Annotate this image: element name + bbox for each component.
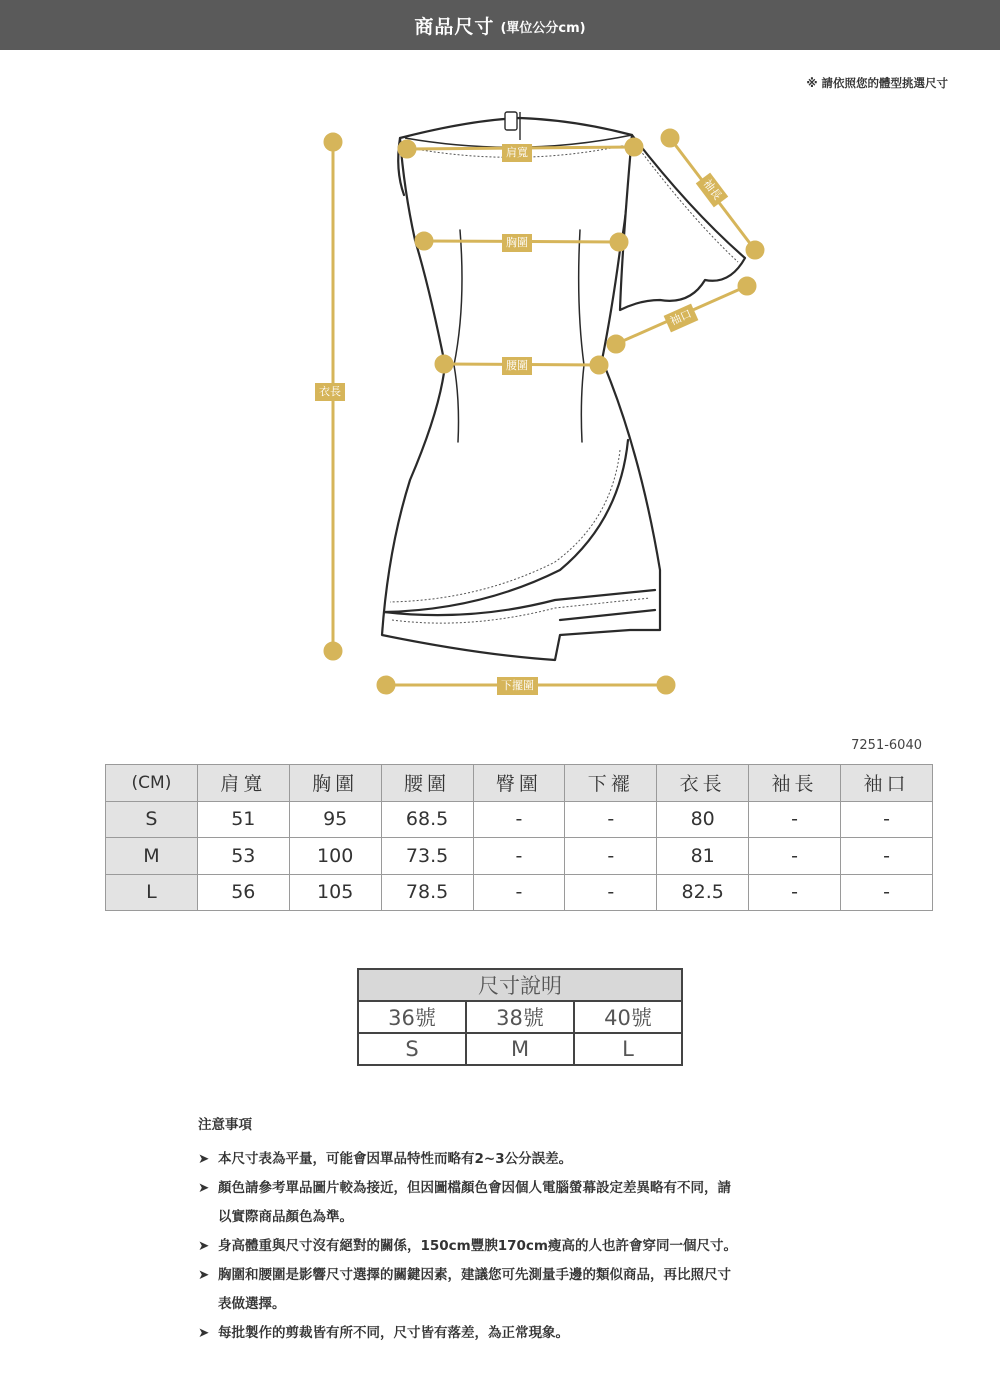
garment-diagram [0,90,1000,710]
spec-title: 尺寸說明 [358,969,682,1001]
sleeve-length-label: 袖長 [696,173,728,208]
note-line: 胸圍和腰圍是影響尺寸選擇的關鍵因素，建議您可先測量手邊的類似商品，再比照尺寸 [218,1267,731,1283]
table-cell: 81 [657,838,749,875]
table-cell: 68.5 [381,801,473,838]
table-row [106,838,933,875]
table-cell: L [574,1033,682,1065]
list-item [198,1145,838,1174]
table-cell: S [358,1033,466,1065]
arrow-icon: ➤ [198,1267,210,1283]
notes-section [198,1113,838,1348]
header-cell: (CM) [106,765,198,802]
hem-label: 下擺圍 [497,677,538,695]
table-cell: - [841,801,933,838]
note-line: 每批製作的剪裁皆有所不同，尺寸皆有落差，為正常現象。 [218,1325,569,1341]
size-cell: S [106,801,198,838]
size-table-header-row [106,765,933,802]
table-cell: - [749,801,841,838]
note-line: 以實際商品顏色為準。 [218,1209,353,1225]
arrow-icon: ➤ [198,1151,210,1167]
table-row [106,874,933,911]
size-cell: M [106,838,198,875]
table-cell: - [841,874,933,911]
table-cell: 40號 [574,1001,682,1033]
header-cell: 臀圍 [473,765,565,802]
dress-illustration [0,90,1000,710]
header-bar [0,0,1000,50]
table-cell: 78.5 [381,874,473,911]
unit-label: (單位公分cm) [500,21,586,36]
header-cell: 下襬 [565,765,657,802]
list-item [198,1319,838,1348]
size-spec-table [357,968,683,1066]
note-line: 本尺寸表為平量，可能會因單品特性而略有2~3公分誤差。 [218,1151,573,1167]
header-cell: 衣長 [657,765,749,802]
table-cell: 56 [197,874,289,911]
table-cell: 73.5 [381,838,473,875]
table-cell: 53 [197,838,289,875]
header-cell: 腰圍 [381,765,473,802]
table-cell: - [565,838,657,875]
table-row [358,1001,682,1033]
chest-label: 胸圍 [502,234,532,252]
shoulder-label: 肩寬 [502,144,532,162]
note-line: 身高體重與尺寸沒有絕對的關係，150cm豐腴170cm瘦高的人也許會穿同一個尺寸。 [218,1238,737,1254]
waist-label: 腰圍 [502,357,532,375]
table-row [358,1033,682,1065]
header-cell: 袖口 [841,765,933,802]
note-line: 表做選擇。 [218,1296,286,1312]
table-cell: 105 [289,874,381,911]
size-table [105,764,933,911]
header-cell: 袖長 [749,765,841,802]
table-cell: 38號 [466,1001,574,1033]
table-cell: 82.5 [657,874,749,911]
table-cell: - [473,838,565,875]
notes-title: 注意事項 [198,1117,252,1133]
table-cell: 95 [289,801,381,838]
table-cell: - [749,874,841,911]
table-row [106,801,933,838]
table-cell: 80 [657,801,749,838]
table-cell: 51 [197,801,289,838]
size-cell: L [106,874,198,911]
table-cell: M [466,1033,574,1065]
note-line: 顏色請參考單品圖片較為接近，但因圖檔顏色會因個人電腦螢幕設定差異略有不同，請 [218,1180,731,1196]
product-code: 7251-6040 [851,738,922,753]
table-cell: - [565,801,657,838]
arrow-icon: ➤ [198,1238,210,1254]
list-item [198,1174,838,1232]
table-cell: - [473,801,565,838]
table-cell: - [749,838,841,875]
arrow-icon: ➤ [198,1180,210,1196]
table-cell: - [473,874,565,911]
fit-note: ※ 請依照您的體型挑選尺寸 [806,76,948,90]
cuff-label: 袖口 [664,304,699,333]
table-cell: 36號 [358,1001,466,1033]
arrow-icon: ➤ [198,1325,210,1341]
table-cell: - [565,874,657,911]
list-item [198,1232,838,1261]
length-label: 衣長 [315,383,345,401]
table-cell: - [841,838,933,875]
header-cell: 肩寬 [197,765,289,802]
table-cell: 100 [289,838,381,875]
header-cell: 胸圍 [289,765,381,802]
page-title: 商品尺寸 [414,15,495,38]
list-item [198,1261,838,1319]
